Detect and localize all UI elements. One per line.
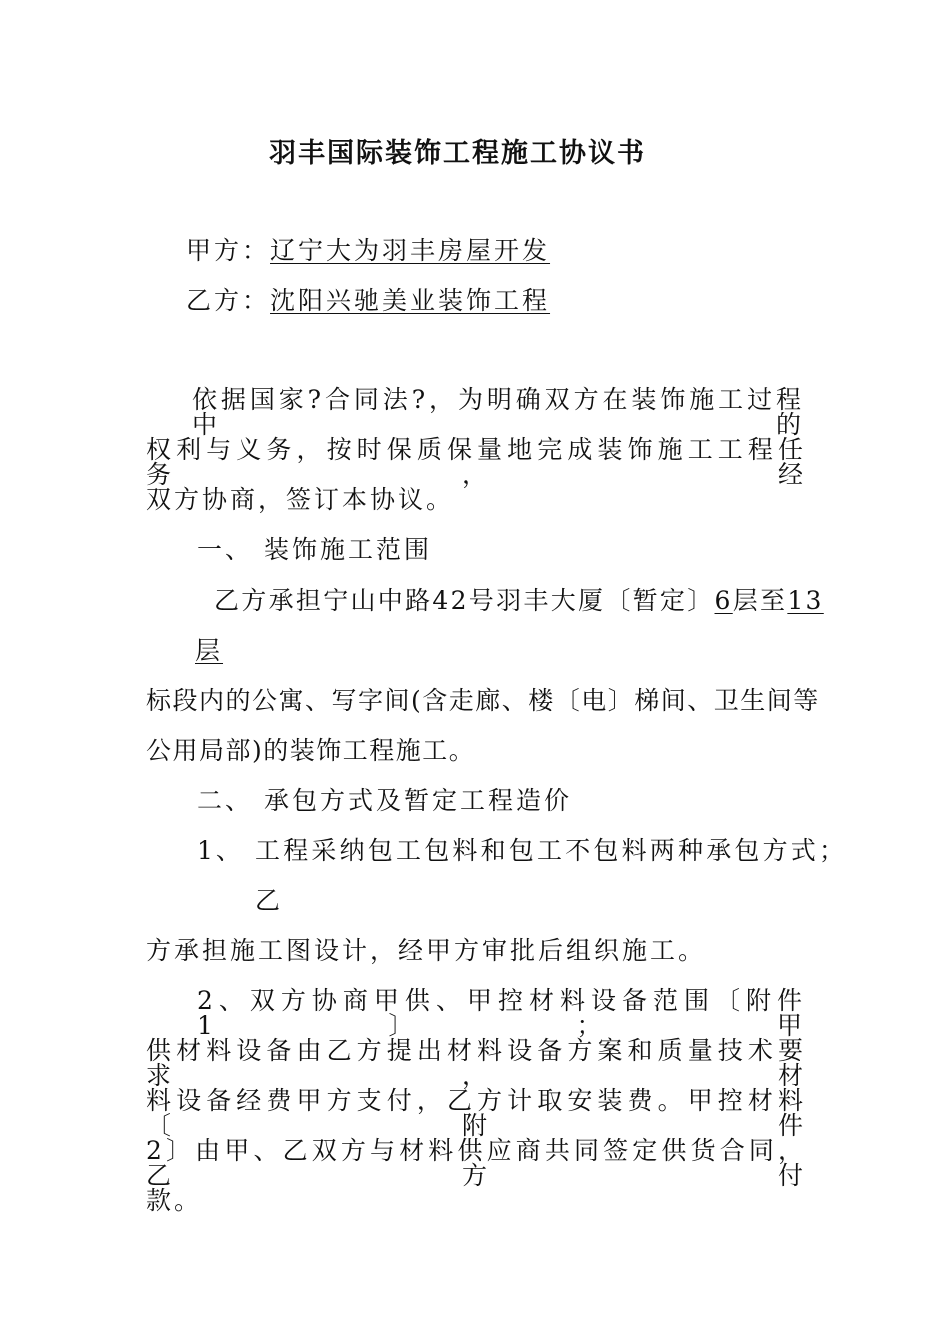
scope-line-2: 标段内的公寓、写字间(含走廊、楼〔电〕梯间、卫生间等 (146, 686, 820, 715)
item-2-line-4: 2〕由甲、乙双方与材料供应商共同签定供货合同，乙方付 (146, 1136, 806, 1190)
party-b-label: 乙方： (186, 286, 271, 315)
intro-line-2: 权利与义务，按时保质保量地完成装饰施工工程任务，经 (146, 435, 806, 489)
floor-from: 6 (714, 586, 733, 615)
item-1-wrap: 乙 (255, 886, 284, 915)
scope-floor-unit: 层 (195, 636, 224, 665)
page-title: 羽丰国际装饰工程施工协议书 (269, 138, 646, 169)
item-2-line-2: 供材料设备由乙方提出材料设备方案和质量技术要求，材 (146, 1036, 806, 1090)
intro-line-1: 依据国家?合同法?，为明确双方在装饰施工过程中的 (192, 385, 804, 439)
item-1-continued: 方承担施工图设计，经甲方审批后组织施工。 (146, 936, 707, 965)
item-1-text: 工程采纳包工包料和包工不包料两种承包方式； (255, 836, 848, 865)
scope-line-3: 公用局部)的装饰工程施工。 (146, 736, 476, 765)
item-2-line-1: 2、双方协商甲供、甲控材料设备范围〔附件1〕；甲 (197, 986, 805, 1040)
item-2-line-3: 料设备经费甲方支付，乙方计取安装费。甲控材料〔附件 (146, 1086, 806, 1140)
scope-line-1 (214, 588, 824, 613)
party-a-line (186, 238, 550, 263)
party-b-name: 沈阳兴驰美业装饰工程 (270, 286, 551, 315)
party-a-label: 甲方： (186, 236, 271, 265)
scope-location: 乙方承担宁山中路42号羽丰大厦〔暂定〕 (214, 586, 715, 615)
party-a-name: 辽宁大为羽丰房屋开发 (270, 236, 551, 265)
section-2-heading: 二、 承包方式及暂定工程造价 (197, 786, 572, 815)
floor-mid: 层至 (732, 586, 788, 615)
item-2-line-5: 款。 (146, 1186, 203, 1215)
section-1-heading: 一、 装饰施工范围 (197, 535, 432, 564)
party-b-line (186, 288, 550, 313)
intro-line-3: 双方协商，签订本协议。 (146, 485, 455, 514)
item-1-number: 1、 (197, 836, 244, 865)
floor-to: 13 (787, 586, 824, 615)
